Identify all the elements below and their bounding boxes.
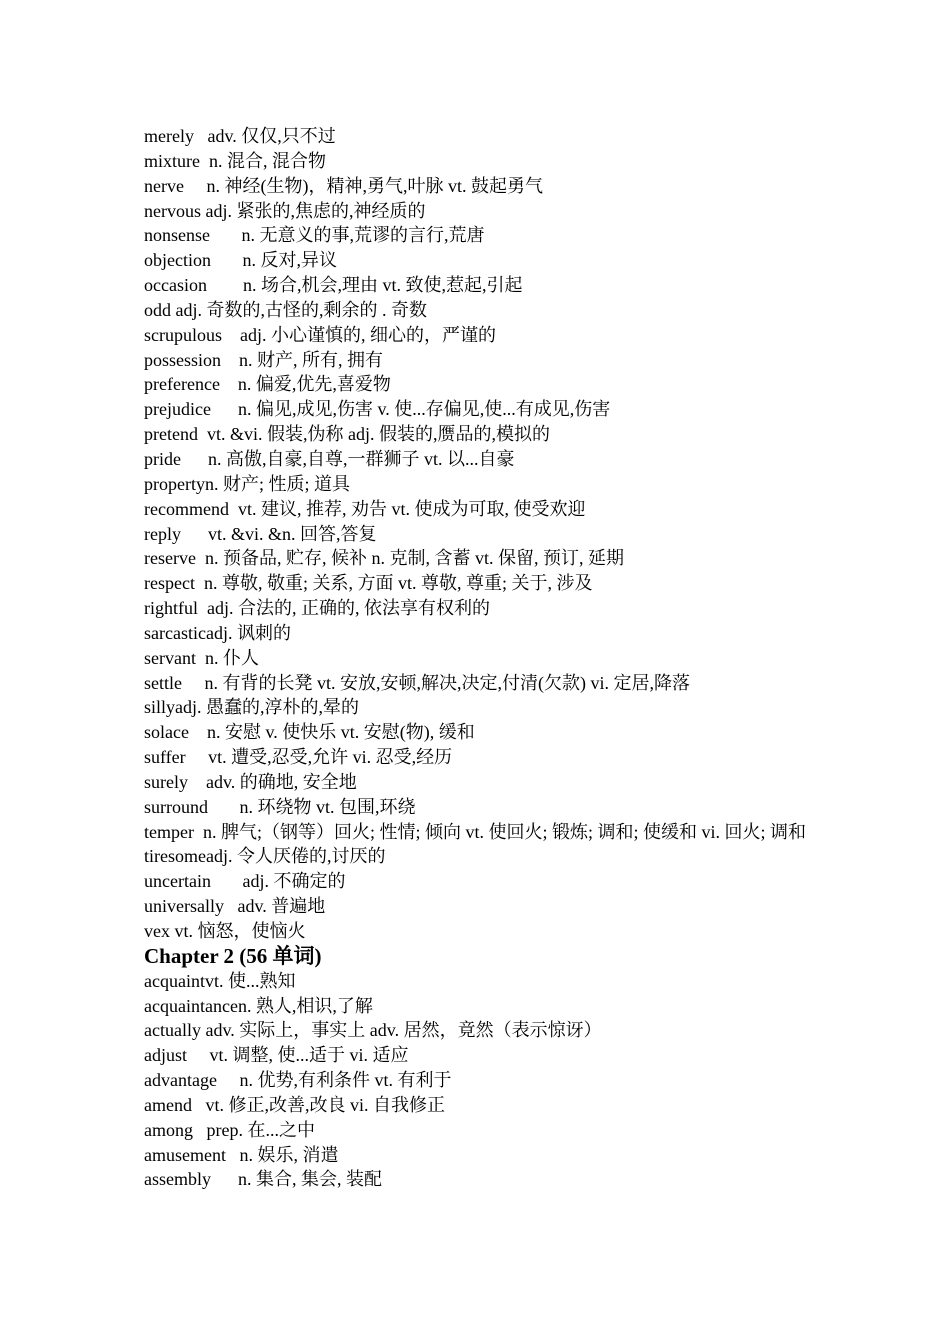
vocab-entry-occasion: occasion n. 场合,机会,理由 vt. 致使,惹起,引起 xyxy=(144,275,523,296)
vocab-entry-uncertain: uncertain adj. 不确定的 xyxy=(144,871,346,892)
vocab-entry-respect: respect n. 尊敬, 敬重; 关系, 方面 vt. 尊敬, 尊重; 关于, 涉及 xyxy=(144,573,593,594)
vocab-entry-possession: possession n. 财产, 所有, 拥有 xyxy=(144,349,384,370)
vocab-entry-prejudice: prejudice n. 偏见,成见,伤害 v. 使...存偏见,使...有成见,伤害 xyxy=(144,399,611,420)
vocab-entry-odd: odd adj. 奇数的,古怪的,剩余的 . 奇数 xyxy=(144,299,427,320)
vocab-entry-sarcastic: sarcasticadj. 讽刺的 xyxy=(144,622,291,643)
vocab-entry-nervous: nervous adj. 紧张的,焦虑的,神经质的 xyxy=(144,200,426,221)
vocab-entry-advantage: advantage n. 优势,有利条件 vt. 有利于 xyxy=(144,1070,452,1091)
vocab-entry-temper: temper n. 脾气;（钢等）回火; 性情; 倾向 vt. 使回火; 锻炼; 调和; 使缓和 vi. 回火; 调和 xyxy=(144,821,806,842)
vocab-entry-surely: surely adv. 的确地, 安全地 xyxy=(144,771,357,792)
vocab-entry-assembly: assembly n. 集合, 集会, 装配 xyxy=(144,1169,382,1190)
vocab-entry-nerve: nerve n. 神经(生物)，精神,勇气,叶脉 vt. 鼓起勇气 xyxy=(144,175,543,196)
vocabulary-list-section-1 xyxy=(144,124,834,944)
vocab-entry-settle: settle n. 有背的长凳 vt. 安放,安顿,解决,决定,付清(欠款) vi. 定居,降落 xyxy=(144,672,690,693)
vocab-entry-objection: objection n. 反对,异议 xyxy=(144,250,337,271)
vocab-entry-pretend: pretend vt. &vi. 假装,伪称 adj. 假装的,赝品的,模拟的 xyxy=(144,424,550,445)
vocab-entry-surround: surround n. 环绕物 vt. 包围,环绕 xyxy=(144,796,416,817)
vocab-entry-suffer: suffer vt. 遭受,忍受,允许 vi. 忍受,经历 xyxy=(144,747,453,768)
vocab-entry-mixture: mixture n. 混合, 混合物 xyxy=(144,150,326,171)
vocab-entry-tiresome: tiresomeadj. 令人厌倦的,讨厌的 xyxy=(144,846,386,867)
vocab-entry-reserve: reserve n. 预备品, 贮存, 候补 n. 克制, 含蓄 vt. 保留, 预订, 延期 xyxy=(144,548,624,569)
vocab-entry-among: among prep. 在...之中 xyxy=(144,1119,315,1140)
vocab-entry-property: propertyn. 财产; 性质; 道具 xyxy=(144,473,350,494)
vocab-entry-amusement: amusement n. 娱乐, 消遣 xyxy=(144,1144,339,1165)
vocab-entry-universally: universally adv. 普遍地 xyxy=(144,896,326,917)
vocab-entry-reply: reply vt. &vi. &n. 回答,答复 xyxy=(144,523,377,544)
chapter-2-heading: Chapter 2 (56 单词) xyxy=(144,943,322,968)
vocab-entry-merely: merely adv. 仅仅,只不过 xyxy=(144,126,336,146)
vocab-entry-silly: sillyadj. 愚蠢的,淳朴的,晕的 xyxy=(144,697,359,718)
vocab-entry-actually: actually adv. 实际上，事实上 adv. 居然，竟然（表示惊讶） xyxy=(144,1020,602,1041)
vocab-entry-rightful: rightful adj. 合法的, 正确的, 依法享有权利的 xyxy=(144,598,490,619)
vocab-entry-adjust: adjust vt. 调整, 使...适于 vi. 适应 xyxy=(144,1045,409,1066)
vocab-entry-preference: preference n. 偏爱,优先,喜爱物 xyxy=(144,374,391,395)
vocab-entry-vex: vex vt. 恼怒，使恼火 xyxy=(144,921,306,941)
vocab-entry-nonsense: nonsense n. 无意义的事,荒谬的言行,荒唐 xyxy=(144,225,485,246)
vocabulary-page xyxy=(144,124,834,1192)
vocab-entry-amend: amend vt. 修正,改善,改良 vi. 自我修正 xyxy=(144,1094,445,1115)
vocab-entry-pride: pride n. 高傲,自豪,自尊,一群狮子 vt. 以...自豪 xyxy=(144,448,515,469)
vocab-entry-acquaintance: acquaintancen. 熟人,相识,了解 xyxy=(144,995,373,1016)
vocab-entry-servant: servant n. 仆人 xyxy=(144,647,259,668)
vocabulary-list-chapter-2 xyxy=(144,969,834,1193)
vocab-entry-solace: solace n. 安慰 v. 使快乐 vt. 安慰(物), 缓和 xyxy=(144,722,475,743)
vocab-entry-acquaint: acquaintvt. 使...熟知 xyxy=(144,970,296,991)
vocab-entry-recommend: recommend vt. 建议, 推荐, 劝告 vt. 使成为可取, 使受欢迎 xyxy=(144,498,586,519)
vocab-entry-scrupulous: scrupulous adj. 小心谨慎的, 细心的，严谨的 xyxy=(144,324,496,345)
